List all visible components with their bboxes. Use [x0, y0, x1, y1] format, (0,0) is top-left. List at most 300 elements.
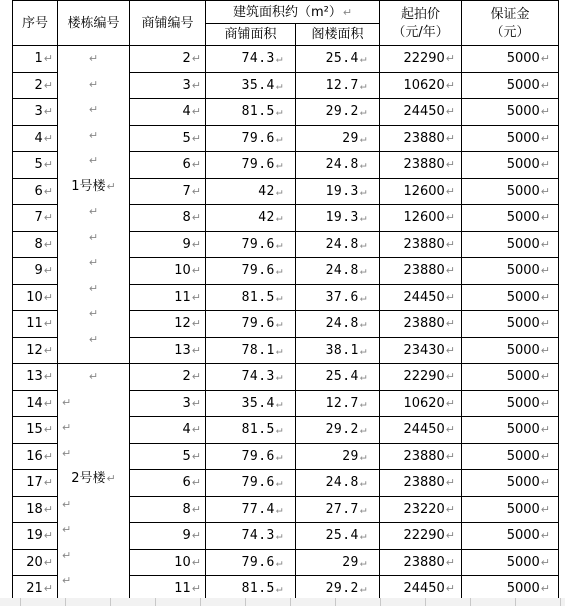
header-building-no: 楼栋编号: [58, 1, 130, 46]
cell-start-price: 24450↵: [380, 576, 462, 603]
ruler-tick: [20, 598, 21, 606]
cell-index: 14↵: [13, 390, 58, 417]
cell-start-price: 12600↵: [380, 205, 462, 232]
paragraph-mark: ↵: [191, 396, 201, 410]
cell-loft-area: 25.4↵: [296, 46, 380, 73]
cell-shop-area: 42↵: [206, 205, 296, 232]
cell-shop-area: 81.5↵: [206, 576, 296, 603]
cell-shop-no: 8↵: [130, 205, 206, 232]
cell-shop-area: 79.6↵: [206, 311, 296, 338]
cell-index: 7↵: [13, 205, 58, 232]
paragraph-mark: ↵: [43, 211, 53, 225]
cell-shop-no: 13↵: [130, 337, 206, 364]
cell-loft-area: 25.4↵: [296, 523, 380, 550]
paragraph-mark: ↵: [359, 131, 368, 145]
paragraph-mark: ↵: [540, 78, 551, 92]
paragraph-mark: ↵: [88, 230, 99, 244]
paragraph-mark: ↵: [540, 423, 551, 437]
cell-start-price: 24450↵: [380, 417, 462, 444]
paragraph-mark: ↵: [43, 78, 53, 92]
paragraph-mark: ↵: [359, 529, 368, 543]
ruler-tick: [110, 598, 111, 606]
cell-index: 19↵: [13, 523, 58, 550]
cell-deposit: 5000↵: [462, 390, 559, 417]
cell-deposit: 5000↵: [462, 284, 559, 311]
cell-building-no: [58, 46, 130, 364]
header-start-price: 起拍价 （元/年）: [380, 1, 462, 46]
cell-shop-no: 10↵: [130, 549, 206, 576]
paragraph-mark: ↵: [191, 290, 201, 304]
paragraph-mark: ↵: [275, 582, 283, 596]
paragraph-mark: ↵: [62, 421, 72, 434]
paragraph-mark: ↵: [191, 502, 201, 516]
cell-shop-no: 5↵: [130, 443, 206, 470]
paragraph-mark: ↵: [445, 449, 456, 463]
paragraph-mark: ↵: [191, 423, 201, 437]
paragraph-mark: ↵: [359, 237, 368, 251]
paragraph-mark: ↵: [359, 423, 368, 437]
cell-loft-area: 19.3↵: [296, 178, 380, 205]
paragraph-mark: ↵: [445, 158, 456, 172]
ruler-tick: [65, 598, 66, 606]
cell-deposit: 5000↵: [462, 152, 559, 179]
paragraph-mark: ↵: [43, 317, 53, 331]
paragraph-mark: ↵: [191, 317, 201, 331]
paragraph-mark: ↵: [359, 396, 368, 410]
cell-shop-area: 81.5↵: [206, 417, 296, 444]
paragraph-mark: ↵: [43, 555, 53, 569]
paragraph-mark: ↵: [191, 78, 201, 92]
cell-shop-no: 4↵: [130, 99, 206, 126]
ruler-tick: [245, 598, 246, 606]
paragraph-mark: ↵: [191, 184, 201, 198]
paragraph-mark: ↵: [540, 158, 551, 172]
cell-shop-area: 79.6↵: [206, 470, 296, 497]
paragraph-mark: ↵: [62, 395, 72, 409]
paragraph-mark: ↵: [62, 446, 72, 460]
paragraph-mark: ↵: [275, 423, 283, 437]
paragraph-mark: ↵: [43, 237, 53, 251]
paragraph-mark: ↵: [191, 52, 201, 66]
cell-start-price: 10620↵: [380, 72, 462, 99]
paragraph-mark: ↵: [540, 582, 551, 596]
cell-deposit: 5000↵: [462, 72, 559, 99]
paragraph-mark: ↵: [359, 582, 368, 596]
paragraph-mark: ↵: [43, 264, 53, 278]
cell-start-price: 24450↵: [380, 99, 462, 126]
cell-index: 12↵: [13, 337, 58, 364]
table-row: [13, 364, 559, 391]
cell-shop-area: 79.6↵: [206, 443, 296, 470]
cell-shop-no: 2↵: [130, 46, 206, 73]
paragraph-mark: ↵: [359, 158, 368, 172]
cell-index: 13↵: [13, 364, 58, 391]
cell-deposit: 5000↵: [462, 576, 559, 603]
paragraph-mark: ↵: [359, 105, 368, 119]
cell-shop-no: 11↵: [130, 576, 206, 603]
cell-shop-no: 9↵: [130, 523, 206, 550]
paragraph-mark: ↵: [359, 555, 368, 569]
cell-start-price: 23220↵: [380, 496, 462, 523]
paragraph-mark: ↵: [275, 555, 283, 569]
paragraph-mark: ↵: [62, 574, 72, 587]
cell-shop-no: 11↵: [130, 284, 206, 311]
paragraph-mark: ↵: [540, 396, 551, 410]
cell-shop-no: 5↵: [130, 125, 206, 152]
cell-shop-no: 7↵: [130, 178, 206, 205]
paragraph-mark: ↵: [43, 396, 53, 410]
paragraph-mark: ↵: [359, 211, 368, 225]
paragraph-mark: ↵: [43, 52, 53, 66]
cell-start-price: 22290↵: [380, 46, 462, 73]
paragraph-mark: ↵: [445, 555, 456, 569]
paragraph-mark: ↵: [445, 184, 456, 198]
paragraph-mark: ↵: [359, 52, 368, 66]
cell-shop-area: 77.4↵: [206, 496, 296, 523]
ruler-tick: [470, 598, 471, 606]
cell-loft-area: 25.4↵: [296, 364, 380, 391]
paragraph-mark: ↵: [359, 449, 368, 463]
paragraph-mark: ↵: [540, 184, 551, 198]
paragraph-mark: ↵: [191, 449, 201, 463]
paragraph-mark: ↵: [445, 78, 456, 92]
paragraph-mark: ↵: [88, 77, 99, 91]
paragraph-mark: ↵: [88, 103, 99, 116]
paragraph-mark: ↵: [540, 370, 551, 384]
paragraph-mark: ↵: [359, 317, 368, 331]
paragraph-mark: ↵: [540, 343, 551, 357]
paragraph-mark: ↵: [359, 264, 368, 278]
paragraph-mark: ↵: [88, 332, 99, 346]
cell-shop-no: 6↵: [130, 152, 206, 179]
cell-shop-area: 74.3↵: [206, 523, 296, 550]
cell-index: 10↵: [13, 284, 58, 311]
cell-start-price: 23880↵: [380, 549, 462, 576]
paragraph-mark: ↵: [62, 548, 72, 562]
cell-shop-no: 4↵: [130, 417, 206, 444]
paragraph-mark: ↵: [540, 529, 551, 543]
cell-shop-no: 3↵: [130, 390, 206, 417]
cell-shop-no: 3↵: [130, 72, 206, 99]
cell-start-price: 23880↵: [380, 470, 462, 497]
paragraph-mark: ↵: [540, 502, 551, 516]
paragraph-mark: ↵: [191, 343, 201, 357]
cell-shop-area: 81.5↵: [206, 284, 296, 311]
paragraph-mark: ↵: [275, 449, 283, 463]
paragraph-mark: ↵: [445, 396, 456, 410]
cell-deposit: 5000↵: [462, 46, 559, 73]
paragraph-mark: ↵: [88, 128, 99, 142]
table-row: [13, 46, 559, 73]
paragraph-mark: ↵: [275, 370, 283, 384]
cell-index: 6↵: [13, 178, 58, 205]
paragraph-mark: ↵: [88, 370, 99, 383]
cell-start-price: 23880↵: [380, 152, 462, 179]
cell-index: 20↵: [13, 549, 58, 576]
paragraph-mark: ↵: [88, 281, 99, 295]
paragraph-mark: ↵: [88, 307, 99, 320]
paragraph-mark: ↵: [88, 52, 99, 65]
cell-deposit: 5000↵: [462, 337, 559, 364]
paragraph-mark: ↵: [540, 449, 551, 463]
cell-deposit: 5000↵: [462, 258, 559, 285]
cell-start-price: 23880↵: [380, 231, 462, 258]
paragraph-mark: ↵: [445, 211, 456, 225]
cell-shop-no: 8↵: [130, 496, 206, 523]
cell-index: 16↵: [13, 443, 58, 470]
paragraph-mark: ↵: [191, 555, 201, 569]
paragraph-mark: ↵: [359, 184, 368, 198]
cell-index: 17↵: [13, 470, 58, 497]
cell-index: 5↵: [13, 152, 58, 179]
paragraph-mark: ↵: [191, 476, 201, 490]
cell-deposit: 5000↵: [462, 496, 559, 523]
cell-start-price: 23880↵: [380, 258, 462, 285]
cell-shop-no: 2↵: [130, 364, 206, 391]
ruler-tick: [200, 598, 201, 606]
paragraph-mark: ↵: [43, 502, 53, 516]
cell-shop-area: 35.4↵: [206, 390, 296, 417]
paragraph-mark: ↵: [43, 131, 53, 145]
paragraph-mark: ↵: [275, 131, 283, 145]
cell-loft-area: 24.8↵: [296, 311, 380, 338]
cell-shop-area: 74.3↵: [206, 46, 296, 73]
cell-loft-area: 27.7↵: [296, 496, 380, 523]
cell-loft-area: 29.2↵: [296, 417, 380, 444]
paragraph-mark: ↵: [191, 582, 201, 596]
paragraph-mark: ↵: [191, 237, 201, 251]
paragraph-mark: ↵: [88, 205, 99, 218]
paragraph-mark: ↵: [445, 476, 456, 490]
paragraph-mark: ↵: [359, 476, 368, 490]
paragraph-mark: ↵: [43, 158, 53, 172]
ruler-tick: [515, 598, 516, 606]
header-shop-area: 商铺面积: [206, 24, 296, 46]
building-name: 2号楼↵: [71, 471, 116, 486]
cell-shop-no: 10↵: [130, 258, 206, 285]
cell-deposit: 5000↵: [462, 178, 559, 205]
paragraph-mark: ↵: [275, 158, 283, 172]
paragraph-mark: ↵: [191, 370, 201, 384]
paragraph-mark: ↵: [43, 370, 53, 384]
cell-deposit: 5000↵: [462, 364, 559, 391]
cell-index: 11↵: [13, 311, 58, 338]
paragraph-mark: ↵: [191, 211, 201, 225]
paragraph-mark: ↵: [275, 290, 283, 304]
paragraph-mark: ↵: [540, 555, 551, 569]
ruler-tick: [155, 598, 156, 606]
cell-start-price: 23880↵: [380, 125, 462, 152]
paragraph-mark: ↵: [540, 290, 551, 304]
paragraph-mark: ↵: [445, 131, 456, 145]
paragraph-mark: ↵: [275, 52, 283, 66]
paragraph-mark: ↵: [88, 256, 99, 269]
paragraph-mark: ↵: [445, 290, 456, 304]
paragraph-mark: ↵: [43, 529, 53, 543]
cell-shop-area: 79.6↵: [206, 549, 296, 576]
cell-loft-area: 24.8↵: [296, 258, 380, 285]
paragraph-mark: ↵: [275, 343, 283, 357]
paragraph-mark: ↵: [445, 502, 456, 516]
paragraph-mark: ↵: [540, 237, 551, 251]
paragraph-mark: ↵: [540, 105, 551, 119]
cell-loft-area: 19.3↵: [296, 205, 380, 232]
paragraph-mark: ↵: [191, 131, 201, 145]
paragraph-mark: ↵: [43, 105, 53, 119]
building-name: 1号楼↵: [71, 178, 116, 194]
paragraph-mark: ↵: [43, 343, 53, 357]
document-page: [12, 0, 558, 603]
paragraph-mark: ↵: [445, 343, 456, 357]
cell-shop-no: 6↵: [130, 470, 206, 497]
cell-start-price: 12600↵: [380, 178, 462, 205]
ruler-tick: [335, 598, 336, 606]
paragraph-mark: ↵: [62, 497, 72, 511]
paragraph-mark: ↵: [43, 184, 53, 198]
cell-shop-area: 74.3↵: [206, 364, 296, 391]
cell-loft-area: 38.1↵: [296, 337, 380, 364]
paragraph-mark: ↵: [275, 476, 283, 490]
cell-deposit: 5000↵: [462, 549, 559, 576]
cell-loft-area: 12.7↵: [296, 390, 380, 417]
cell-building-no: [58, 364, 130, 603]
cell-shop-area: 79.6↵: [206, 152, 296, 179]
paragraph-mark: ↵: [540, 131, 551, 145]
cell-loft-area: 29↵: [296, 549, 380, 576]
paragraph-mark: ↵: [275, 264, 283, 278]
paragraph-mark: ↵: [445, 264, 456, 278]
cell-loft-area: 29↵: [296, 443, 380, 470]
header-shop-no: 商铺编号: [130, 1, 206, 46]
cell-loft-area: 24.8↵: [296, 231, 380, 258]
cell-deposit: 5000↵: [462, 470, 559, 497]
cell-shop-area: 79.6↵: [206, 125, 296, 152]
ruler-tick: [560, 598, 561, 606]
cell-start-price: 24450↵: [380, 284, 462, 311]
cell-loft-area: 37.6↵: [296, 284, 380, 311]
paragraph-mark: ↵: [275, 237, 283, 251]
table-body: [13, 46, 559, 603]
paragraph-mark: ↵: [445, 105, 456, 119]
paragraph-mark: ↵: [275, 396, 283, 410]
cell-loft-area: 29↵: [296, 125, 380, 152]
cell-start-price: 10620↵: [380, 390, 462, 417]
paragraph-mark: ↵: [445, 317, 456, 331]
paragraph-mark: ↵: [43, 290, 53, 304]
cell-start-price: 22290↵: [380, 523, 462, 550]
cell-loft-area: 24.8↵: [296, 152, 380, 179]
cell-deposit: 5000↵: [462, 205, 559, 232]
paragraph-mark: ↵: [191, 105, 201, 119]
header-index: 序号: [13, 1, 58, 46]
cell-deposit: 5000↵: [462, 443, 559, 470]
cell-deposit: 5000↵: [462, 417, 559, 444]
page-bottom-edge: [0, 598, 565, 606]
cell-deposit: 5000↵: [462, 523, 559, 550]
ruler-tick: [425, 598, 426, 606]
paragraph-mark: ↵: [275, 184, 283, 198]
cell-index: 3↵: [13, 99, 58, 126]
paragraph-mark: ↵: [445, 52, 456, 66]
cell-index: 15↵: [13, 417, 58, 444]
paragraph-mark: ↵: [43, 582, 53, 596]
header-loft-area: 阁楼面积: [296, 24, 380, 46]
paragraph-mark: ↵: [540, 211, 551, 225]
cell-deposit: 5000↵: [462, 99, 559, 126]
cell-deposit: 5000↵: [462, 311, 559, 338]
paragraph-mark: ↵: [540, 317, 551, 331]
cell-index: 18↵: [13, 496, 58, 523]
header-deposit: 保证金 （元）: [462, 1, 559, 46]
cell-shop-area: 42↵: [206, 178, 296, 205]
paragraph-mark: ↵: [191, 264, 201, 278]
auction-shop-table: [12, 0, 559, 603]
paragraph-mark: ↵: [540, 264, 551, 278]
paragraph-mark: ↵: [275, 317, 283, 331]
cell-start-price: 23880↵: [380, 443, 462, 470]
paragraph-mark: ↵: [540, 52, 551, 66]
cell-deposit: 5000↵: [462, 125, 559, 152]
paragraph-mark: ↵: [275, 78, 283, 92]
cell-index: 4↵: [13, 125, 58, 152]
cell-loft-area: 29.2↵: [296, 576, 380, 603]
paragraph-mark: ↵: [359, 78, 368, 92]
paragraph-mark: ↵: [445, 370, 456, 384]
cell-start-price: 23430↵: [380, 337, 462, 364]
cell-index: 8↵: [13, 231, 58, 258]
paragraph-mark: ↵: [445, 582, 456, 596]
paragraph-mark: ↵: [43, 476, 53, 490]
cell-shop-area: 35.4↵: [206, 72, 296, 99]
cell-shop-no: 9↵: [130, 231, 206, 258]
paragraph-mark: ↵: [359, 502, 368, 516]
paragraph-mark: ↵: [445, 237, 456, 251]
cell-shop-area: 79.6↵: [206, 258, 296, 285]
cell-index: 9↵: [13, 258, 58, 285]
paragraph-mark: ↵: [359, 343, 368, 357]
ruler-tick: [380, 598, 381, 606]
cell-start-price: 23880↵: [380, 311, 462, 338]
cell-index: 21↵: [13, 576, 58, 603]
cell-index: 1↵: [13, 46, 58, 73]
paragraph-mark: ↵: [62, 523, 72, 536]
cell-deposit: 5000↵: [462, 231, 559, 258]
cell-loft-area: 29.2↵: [296, 99, 380, 126]
header-floor-area: 建筑面积约（m²）↵: [206, 1, 380, 24]
paragraph-mark: ↵: [88, 154, 99, 167]
cell-index: 2↵: [13, 72, 58, 99]
paragraph-mark: ↵: [275, 105, 283, 119]
paragraph-mark: ↵: [275, 211, 283, 225]
paragraph-mark: ↵: [540, 476, 551, 490]
paragraph-mark: ↵: [445, 529, 456, 543]
cell-loft-area: 12.7↵: [296, 72, 380, 99]
cell-shop-area: 79.6↵: [206, 231, 296, 258]
cell-loft-area: 24.8↵: [296, 470, 380, 497]
cell-shop-no: 12↵: [130, 311, 206, 338]
paragraph-mark: ↵: [275, 502, 283, 516]
paragraph-mark: ↵: [275, 529, 283, 543]
cell-shop-area: 81.5↵: [206, 99, 296, 126]
paragraph-mark: ↵: [359, 290, 368, 304]
cell-start-price: 22290↵: [380, 364, 462, 391]
paragraph-mark: ↵: [191, 158, 201, 172]
paragraph-mark: ↵: [445, 423, 456, 437]
paragraph-mark: ↵: [359, 370, 368, 384]
paragraph-mark: ↵: [191, 529, 201, 543]
cell-shop-area: 78.1↵: [206, 337, 296, 364]
paragraph-mark: ↵: [43, 449, 53, 463]
